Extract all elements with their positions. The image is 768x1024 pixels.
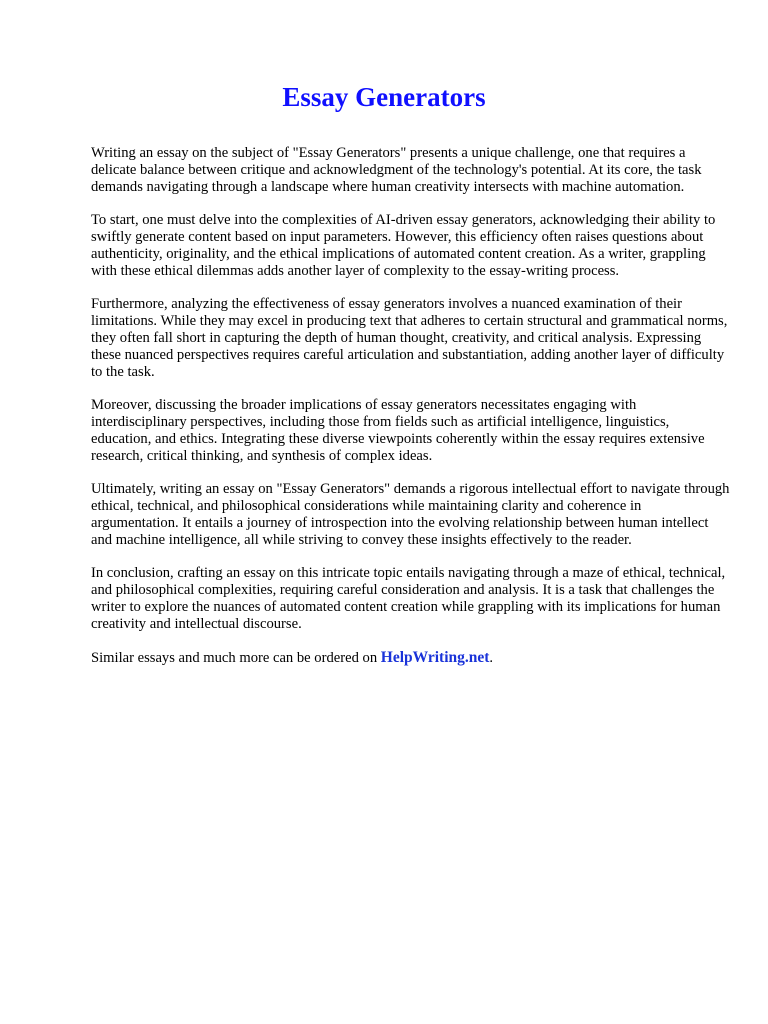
closing-prefix: Similar essays and much more can be ordered on — [91, 650, 381, 666]
paragraph-6: In conclusion, crafting an essay on this intricate topic entails navigating through a maze of ethical, technical, and philosophical complexities, requiring careful consideration and analysis. It is a task that challenges the writer to explore the nuances of automated content creation while grappling with its implications for human creativity and intellectual discourse. — [91, 565, 726, 632]
paragraph-1: Writing an essay on the subject of "Essay Generators" presents a unique challenge, one that requires a delicate balance between critique and acknowledgment of the technology's potential. At its core, the task demands navigating through a landscape where human creativity intersects with machine automation. — [91, 145, 702, 195]
paragraph-2: To start, one must delve into the complexities of AI-driven essay generators, acknowledging their ability to swiftly generate content based on input parameters. However, this efficiency often raises questions about authenticity, originality, and the ethical implications of automated content creation. As a writer, grappling with these ethical dilemmas adds another layer of complexity to the essay-writing process. — [91, 212, 716, 279]
document-body — [91, 145, 731, 683]
helpwriting-link[interactable]: HelpWriting.net — [380, 649, 490, 666]
paragraph-5: Ultimately, writing an essay on "Essay Generators" demands a rigorous intellectual effort to navigate through ethical, technical, and philosophical considerations while maintaining clarity and coherence in argumentation. It entails a journey of introspection into the evolving relationship between human intellect and machine intelligence, all while striving to convey these insights effectively to the reader. — [91, 481, 730, 548]
paragraph-3: Furthermore, analyzing the effectiveness of essay generators involves a nuanced examination of their limitations. While they may excel in producing text that adheres to certain structural and grammatical norms, they often fall short in capturing the depth of human thought, creativity, and critical analysis. Expressing these nuanced perspectives requires careful articulation and substantiation, adding another layer of difficulty to the task. — [91, 296, 728, 380]
paragraph-4: Moreover, discussing the broader implications of essay generators necessitates engaging with interdisciplinary perspectives, including those from fields such as artificial intelligence, linguistics, education, and ethics. Integrating these diverse viewpoints coherently within the essay requires extensive research, critical thinking, and synthesis of complex ideas. — [91, 397, 705, 464]
closing-suffix: . — [489, 650, 494, 666]
document-title: Essay Generators — [282, 82, 486, 112]
closing-line — [91, 649, 731, 667]
